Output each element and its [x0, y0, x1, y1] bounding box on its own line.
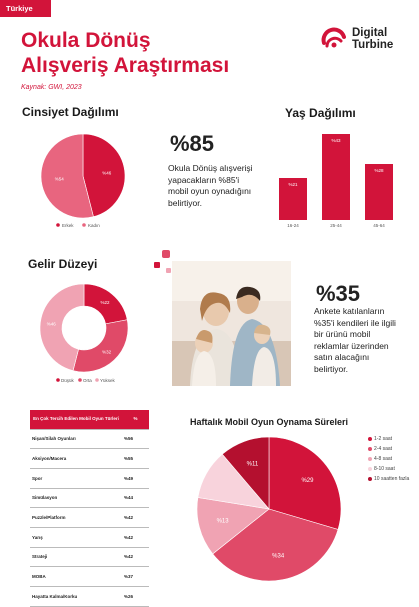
legend-dot-low — [56, 378, 60, 382]
age-title: Yaş Dağılımı — [285, 106, 356, 120]
age-category-label: 25-44 — [330, 223, 342, 228]
table-cell-percent: %37 — [122, 567, 149, 587]
income-donut-chart — [36, 282, 132, 390]
income-slice-label: %32 — [102, 349, 112, 355]
country-badge: Türkiye — [0, 0, 51, 17]
weekly-slice-label: %29 — [301, 477, 314, 484]
table-cell-genre: Puzzle/Platform — [30, 508, 122, 528]
legend-dot — [368, 447, 372, 451]
table-cell-percent: %42 — [122, 508, 149, 528]
table-cell-percent: %56 — [122, 429, 149, 449]
age-bar-value: %21 — [288, 182, 298, 187]
table-cell-percent: %55 — [122, 449, 149, 469]
stat-35-text: Ankete katılanların %35'i kendileri ile ilgili bir ürünü mobil reklamlar üzerinden satın alacağını belirtiyor. — [314, 306, 396, 374]
logo-line-1: Digital — [352, 27, 388, 39]
legend-label: 1-2 saat — [374, 436, 393, 442]
family-photo — [172, 261, 291, 386]
stat-85-value: %85 — [170, 131, 215, 156]
legend-label: 2-4 saat — [374, 446, 393, 452]
decor-square-2 — [154, 262, 160, 268]
legend-label: 8-10 saat — [374, 466, 395, 472]
legend-label: 4-8 saat — [374, 456, 393, 462]
stat-85-text: Okula Dönüş alışverişi yapacakların %85'i mobil oyun oynadığını belirtiyor. — [168, 163, 253, 208]
weekly-legend — [368, 436, 409, 486]
income-slice-label: %46 — [46, 321, 56, 327]
legend-label-female: Kadın — [88, 223, 100, 228]
gender-slice-label: %46 — [102, 170, 112, 176]
age-category-label: 45-64 — [373, 223, 385, 228]
table-cell-genre: Spor — [30, 468, 122, 488]
table-row — [30, 468, 149, 488]
legend-dot — [368, 467, 372, 471]
table-row — [30, 449, 149, 469]
page-title — [21, 28, 229, 78]
table-cell-percent: %42 — [122, 547, 149, 567]
legend-item — [368, 436, 409, 446]
gender-legend — [56, 223, 100, 228]
table-cell-genre: Aksiyon/Macera — [30, 449, 122, 469]
logo-line-2: Turbine — [352, 39, 394, 51]
age-category-label: 16-24 — [287, 223, 299, 228]
weekly-slice-label: %11 — [246, 461, 259, 468]
legend-dot — [368, 437, 372, 441]
gender-title: Cinsiyet Dağılımı — [22, 105, 119, 119]
table-cell-percent: %42 — [122, 527, 149, 547]
table-cell-percent: %44 — [122, 488, 149, 508]
title-line-1: Okula Dönüş — [21, 29, 151, 52]
legend-dot-male — [56, 223, 60, 227]
legend-item — [368, 446, 409, 456]
legend-label-mid: Orta — [83, 378, 92, 383]
table-header-genre: En Çok Tercih Edilen Mobil Oyun Türleri — [30, 410, 122, 429]
table-cell-genre: Yarış — [30, 527, 122, 547]
legend-item — [368, 466, 409, 476]
table-row — [30, 508, 149, 528]
legend-item — [368, 456, 409, 466]
table-cell-genre: Nişan/Silah Oyunları — [30, 429, 122, 449]
table-row — [30, 429, 149, 449]
logo-wordmark — [352, 27, 393, 51]
table-cell-genre: Strateji — [30, 547, 122, 567]
gender-slice-label: %54 — [54, 176, 64, 182]
legend-label-high: Yüksek — [100, 378, 115, 383]
source-note: Kaynak: GWI, 2023 — [21, 84, 82, 91]
title-line-2: Alışveriş Araştırması — [21, 54, 230, 77]
legend-dot — [368, 477, 372, 481]
legend-label-low: Düşük — [61, 378, 74, 383]
gender-pie-chart — [38, 128, 128, 232]
legend-item — [368, 476, 409, 486]
table-row — [30, 567, 149, 587]
table-cell-genre: Hayatta Kalma/Korku — [30, 587, 122, 607]
weekly-pie-chart — [196, 436, 342, 582]
legend-dot-female — [82, 223, 86, 227]
income-slice — [73, 320, 128, 372]
table-cell-percent: %26 — [122, 587, 149, 607]
table-cell-percent: %49 — [122, 468, 149, 488]
digital-turbine-logo-icon — [320, 27, 348, 51]
age-bar-value: %43 — [331, 138, 341, 143]
decor-square-3 — [166, 268, 171, 273]
legend-dot-mid — [78, 378, 82, 382]
table-header-row — [30, 410, 149, 429]
table-row — [30, 547, 149, 567]
table-cell-genre: MOBA — [30, 567, 122, 587]
game-genre-table — [30, 410, 149, 607]
table-row — [30, 488, 149, 508]
legend-dot — [368, 457, 372, 461]
stat-35-value: %35 — [316, 281, 361, 306]
legend-dot-high — [95, 378, 99, 382]
age-bar — [322, 134, 350, 220]
age-bar-chart — [272, 128, 392, 234]
income-legend — [56, 378, 115, 383]
decor-square-1 — [162, 250, 170, 258]
weekly-slice-label: %13 — [216, 518, 229, 525]
legend-label-male: Erkek — [62, 223, 74, 228]
income-slice-label: %22 — [100, 300, 110, 306]
table-row — [30, 527, 149, 547]
table-header-percent: % — [122, 410, 149, 429]
legend-label: 10 saatten fazla — [374, 476, 410, 482]
table-row — [30, 587, 149, 607]
income-title: Gelir Düzeyi — [28, 257, 98, 271]
age-bar-value: %28 — [374, 168, 384, 173]
table-cell-genre: Simülasyon — [30, 488, 122, 508]
weekly-title: Haftalık Mobil Oyun Oynama Süreleri — [190, 417, 349, 427]
weekly-slice-label: %34 — [272, 553, 285, 560]
